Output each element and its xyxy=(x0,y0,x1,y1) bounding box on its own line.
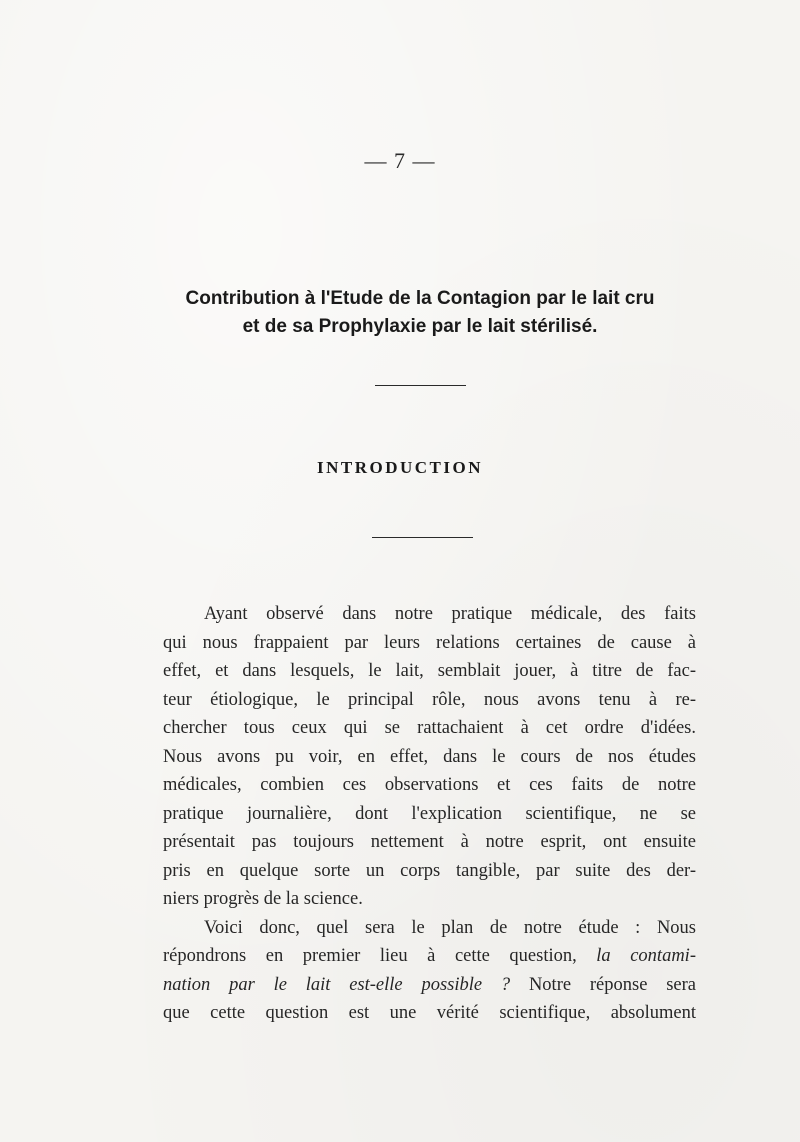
page-number: — 7 — xyxy=(364,148,436,173)
text-line: Nous avons pu voir, en effet, dans le cours de nos études xyxy=(163,746,696,767)
italic-segment: la contami- xyxy=(596,946,696,966)
document-title xyxy=(100,285,740,341)
title-line-2: et de sa Prophylaxie par le lait stérilisé. xyxy=(242,316,598,337)
text-line-mixed xyxy=(163,942,696,971)
text-line: chercher tous ceux qui se rattachaient à cet ordre d'idées. xyxy=(163,718,696,738)
text-line: Voici donc, quel sera le plan de notre étude : Nous xyxy=(204,917,696,938)
divider-rule-top xyxy=(375,385,466,386)
text-line: pris en quelque sorte un corps tangible, par suite des der- xyxy=(163,860,696,881)
text-line: que cette question est une vérité scientifique, absolument xyxy=(163,1003,696,1023)
divider-rule-bottom xyxy=(372,537,473,538)
text-line: teur étiologique, le principal rôle, nous avons tenu à re- xyxy=(163,689,696,710)
italic-segment: nation par le lait est-elle possible ? xyxy=(163,974,511,995)
text-line: Ayant observé dans notre pratique médicale, des faits xyxy=(204,604,696,624)
title-line-1: Contribution à l'Etude de la Contagion par le lait cru xyxy=(185,288,655,309)
text-line: pratique journalière, dont l'explication scientifique, ne se xyxy=(163,803,696,824)
text-segment: Notre réponse sera xyxy=(510,974,696,995)
text-line: niers progrès de la science. xyxy=(163,889,363,909)
text-line: qui nous frappaient par leurs relations certaines de cause à xyxy=(163,632,696,653)
text-line: présentait pas toujours nettement à notre esprit, ont ensuite xyxy=(163,832,696,852)
text-line-mixed xyxy=(163,971,696,1000)
body-text xyxy=(163,600,696,1028)
text-line: effet, et dans lesquels, le lait, semblait jouer, à titre de fac- xyxy=(163,661,696,681)
text-line: médicales, combien ces observations et ces faits de notre xyxy=(163,775,696,795)
text-segment: répondrons en premier lieu à cette question, xyxy=(163,946,597,966)
section-heading: INTRODUCTION xyxy=(316,458,484,477)
